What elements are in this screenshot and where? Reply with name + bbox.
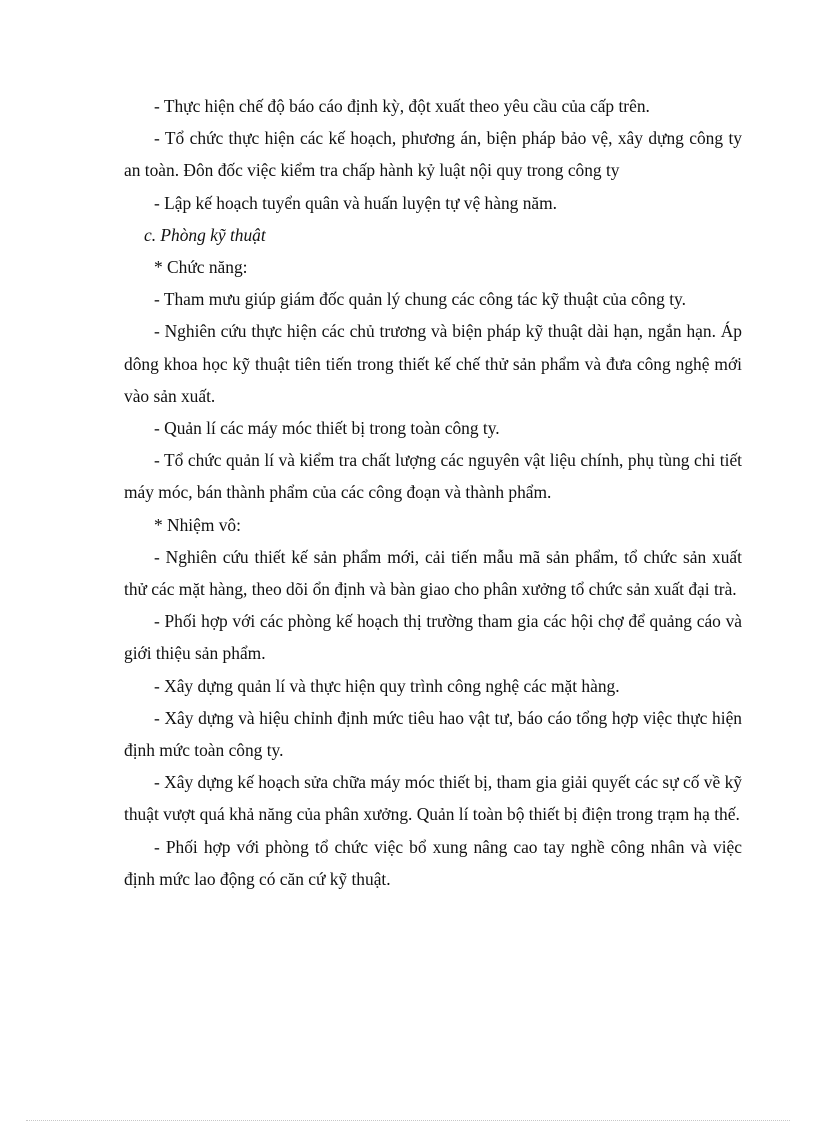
paragraph-research-technical-measures: - Nghiên cứu thực hiện các chủ trương và biện pháp kỹ thuật dài hạn, ngắn hạn. Áp dông khoa học kỹ thuật tiên tiến trong thiết kế chế thử sản phẩm và đưa công nghệ mới vào sản xuất. xyxy=(124,321,742,406)
paragraph-quality-control: - Tổ chức quản lí và kiểm tra chất lượng các nguyên vật liệu chính, phụ tùng chi tiết máy móc, bán thành phẩm của các công đoạn và thành phẩm. xyxy=(124,450,742,503)
paragraph-material-norms: - Xây dựng và hiệu chỉnh định mức tiêu hao vật tư, báo cáo tổng hợp việc thực hiện định mức toàn công ty. xyxy=(124,707,742,761)
paragraph-new-product-design: - Nghiên cứu thiết kế sản phẩm mới, cải tiến mẫu mã sản phẩm, tổ chức sản xuất thử các mặt hàng, theo dõi ổn định và bàn giao cho phân xưởng tổ chức sản xuất đại trà. xyxy=(124,546,742,600)
document-body xyxy=(124,90,742,895)
paragraph-skill-training: - Phối hợp với phòng tổ chức việc bổ xung nâng cao tay nghề công nhân và việc định mức lao động có căn cứ kỹ thuật. xyxy=(124,836,742,889)
paragraph-trade-fairs: - Phối hợp với các phòng kế hoạch thị trường tham gia các hội chợ để quảng cáo và giới thiệu sản phẩm. xyxy=(124,611,742,664)
paragraph-repair-plan: - Xây dựng kế hoạch sửa chữa máy móc thiết bị, tham gia giải quyết các sự cố về kỹ thuật vượt quá khả năng của phân xưởng. Quản lí toàn bộ thiết bị điện trong trạm hạ thế. xyxy=(124,772,742,825)
paragraph-advise-director: - Tham mưu giúp giám đốc quản lý chung các công tác kỹ thuật của công ty. xyxy=(154,289,686,310)
subheading-functions: * Chức năng: xyxy=(154,257,248,278)
paragraph-manage-machinery: - Quản lí các máy móc thiết bị trong toàn công ty. xyxy=(154,418,500,439)
section-heading-technical-department: c. Phòng kỹ thuật xyxy=(144,224,266,245)
subheading-duties: * Nhiệm vô: xyxy=(154,514,241,535)
page-bottom-divider xyxy=(26,1120,790,1121)
paragraph-technology-process: - Xây dựng quản lí và thực hiện quy trình công nghệ các mặt hàng. xyxy=(154,675,620,696)
paragraph-report-duty: - Thực hiện chế độ báo cáo định kỳ, đột xuất theo yêu cầu của cấp trên. xyxy=(154,96,650,116)
paragraph-security-plans: - Tổ chức thực hiện các kế hoạch, phương án, biện pháp bảo vệ, xây dựng công ty an toàn. Đôn đốc việc kiểm tra chấp hành kỷ luật nội quy trong công ty xyxy=(124,128,742,181)
paragraph-recruitment-plan: - Lập kế hoạch tuyển quân và huấn luyện tự vệ hàng năm. xyxy=(154,192,557,213)
